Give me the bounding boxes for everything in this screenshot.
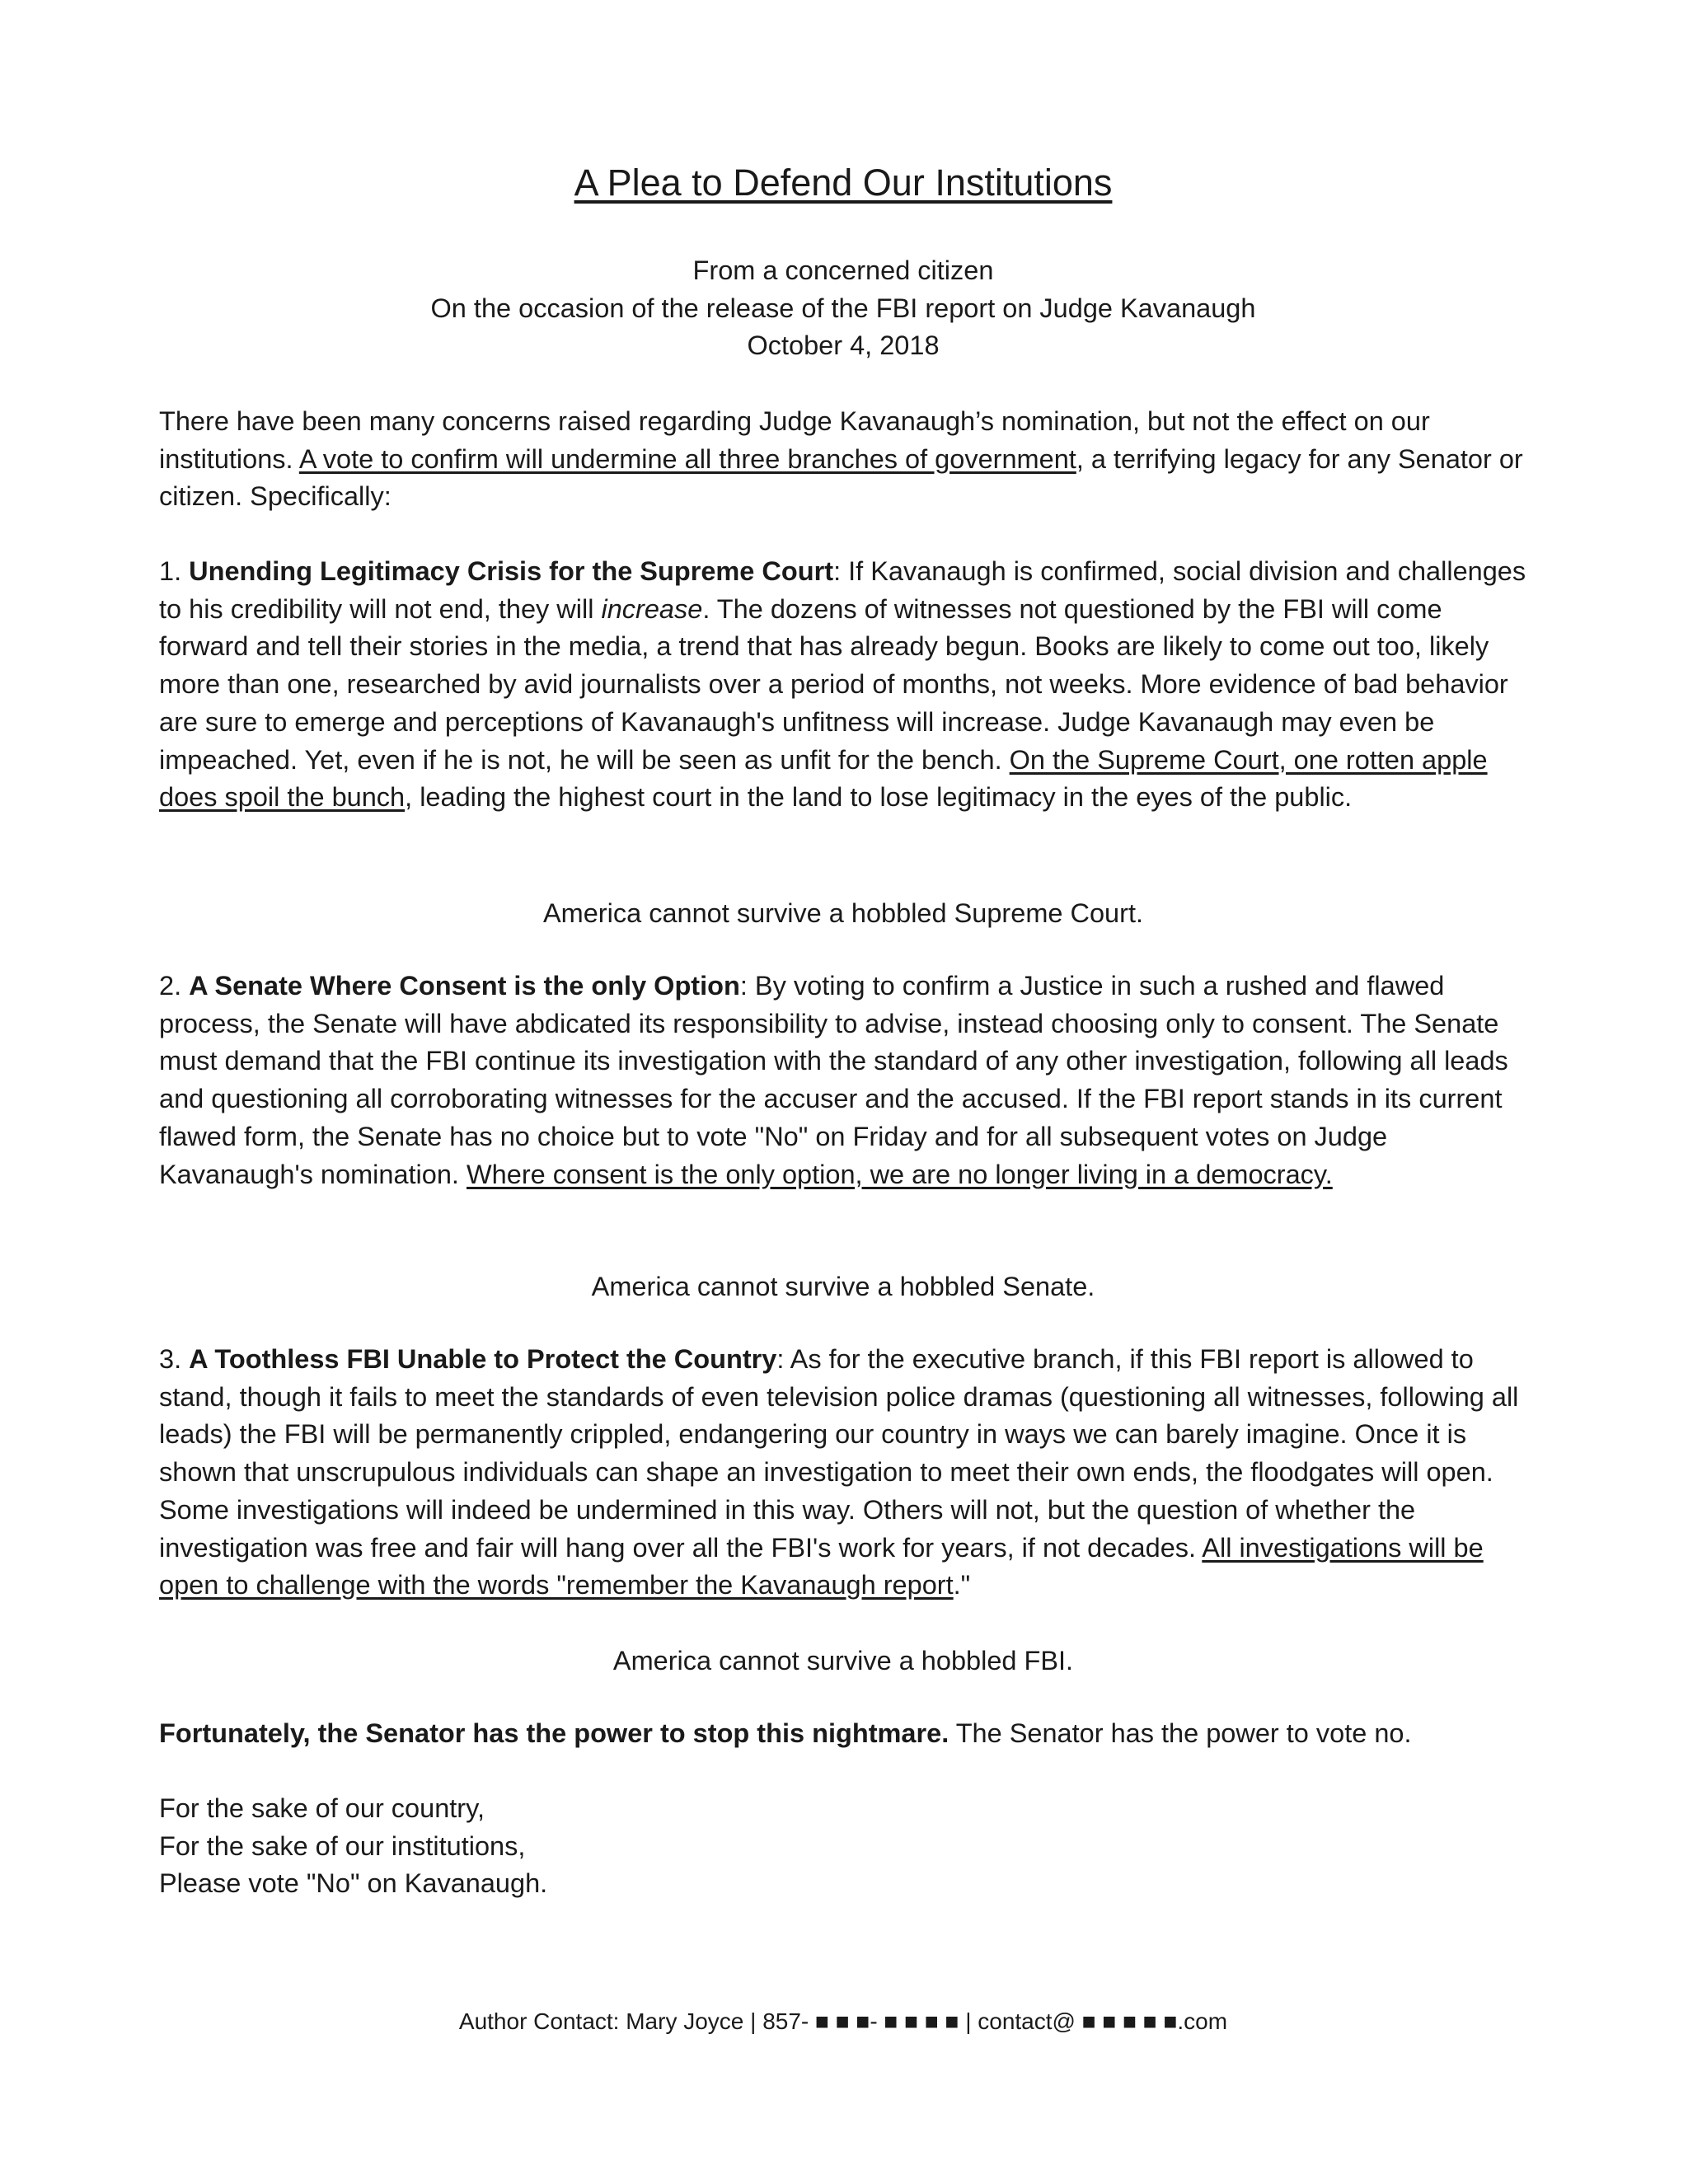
point-2-underline: Where consent is the only option, we are no longer living in a democracy. — [467, 1159, 1333, 1189]
signoff-line-1: For the sake of our country, — [159, 1793, 485, 1823]
point-2-text-1: : By voting to confirm a Justice in such a rushed and flawed process, the Senate will have abdicated its responsibility to advise, instead choosing only to consent. The Senate must demand that the FBI continue its investigation with the standard of any other investigation, following all leads and questioning all corroborating witnesses for the accuser and the accused. If the FBI report stands in its current flawed form, the Senate has no choice but to vote "No" on Friday and for all subsequent votes on Judge Kavanaugh's nomination. — [159, 971, 1508, 1189]
subtitle-line-occasion: On the occasion of the release of the FBI report on Judge Kavanaugh — [430, 293, 1256, 323]
point-2-number: 2. — [159, 971, 190, 1001]
signoff-line-3: Please vote "No" on Kavanaugh. — [159, 1868, 548, 1899]
point-1-conclusion: America cannot survive a hobbled Supreme Court. — [542, 898, 1143, 928]
point-1-underline: On the Supreme Court, one rotten apple does spoil the bunch — [159, 744, 1488, 813]
subtitle-block — [159, 252, 1527, 365]
closing-paragraph — [159, 1715, 1527, 1753]
point-1-text-1: : If Kavanaugh is confirmed, social division and challenges to his credibility will not end, they will — [159, 556, 1526, 624]
signoff-block — [159, 1790, 1527, 1903]
point-3-paragraph — [159, 1341, 1527, 1605]
signoff-line-2: For the sake of our institutions, — [159, 1830, 526, 1861]
point-2-conclusion: America cannot survive a hobbled Senate. — [591, 1272, 1095, 1301]
document-page — [159, 0, 1527, 2184]
subtitle-date: October 4, 2018 — [747, 330, 940, 360]
point-3-number: 3. — [159, 1344, 190, 1374]
page-title: A Plea to Defend Our Institutions — [574, 162, 1113, 204]
point-3-conclusion: America cannot survive a hobbled FBI. — [612, 1646, 1074, 1675]
closing-text: The Senator has the power to vote no. — [949, 1718, 1412, 1748]
point-2-heading: A Senate Where Consent is the only Option — [189, 971, 740, 1001]
point-3-heading: A Toothless FBI Unable to Protect the Country — [189, 1344, 777, 1374]
point-3-text-2: ." — [953, 1570, 971, 1601]
point-1-text-3: , leading the highest court in the land to lose legitimacy in the eyes of the public. — [405, 782, 1353, 813]
point-1-heading: Unending Legitimacy Crisis for the Supreme Court — [189, 556, 834, 586]
intro-text-1: There have been many concerns raised regarding Judge Kavanaugh’s nomination, but not the effect on our institutions. — [159, 406, 1430, 474]
point-1-emphasis: increase — [601, 593, 703, 624]
intro-text-2: , a terrifying legacy for any Senator or citizen. Specifically: — [159, 443, 1523, 512]
intro-underline: A vote to confirm will undermine all three branches of government — [298, 443, 1076, 474]
point-1-paragraph — [159, 553, 1527, 817]
intro-paragraph — [159, 403, 1527, 516]
point-1-text-2: . The dozens of witnesses not questioned by the FBI will come forward and tell their stories in the media, a trend that has already begun. Books are likely to come out too, likely more than one, researched by avid journalists over a period of months, not weeks. More evidence of bad behavior are sure to emerge and perceptions of Kavanaugh's unfitness will increase. Judge Kavanaugh may even be impeached. Yet, even if he is not, he will be seen as unfit for the bench. — [159, 593, 1508, 775]
author-contact-footer: Author Contact: Mary Joyce | 857- ■ ■ ■- ■ ■ ■ ■ | contact@ ■ ■ ■ ■ ■.com — [458, 2008, 1228, 2034]
point-3-text-1: : As for the executive branch, if this FBI report is allowed to stand, though it fails to meet the standards of even television police dramas (questioning all witnesses, following all leads) the FBI will be permanently crippled, endangering our country in ways we can barely imagine. Once it is shown that unscrupulous individuals can shape an investigation to meet their own ends, the floodgates will open. Some investigations will indeed be undermined in this way. Others will not, but the question of whether the investigation was free and fair will hang over all the FBI's work for years, if not decades. — [159, 1344, 1519, 1563]
closing-bold: Fortunately, the Senator has the power to stop this nightmare. — [159, 1718, 950, 1748]
subtitle-line-author: From a concerned citizen — [692, 255, 994, 285]
point-3-underline: All investigations will be open to challenge with the words "remember the Kavanaugh report — [159, 1532, 1484, 1601]
point-1-number: 1. — [159, 556, 190, 586]
point-2-paragraph — [159, 968, 1527, 1193]
